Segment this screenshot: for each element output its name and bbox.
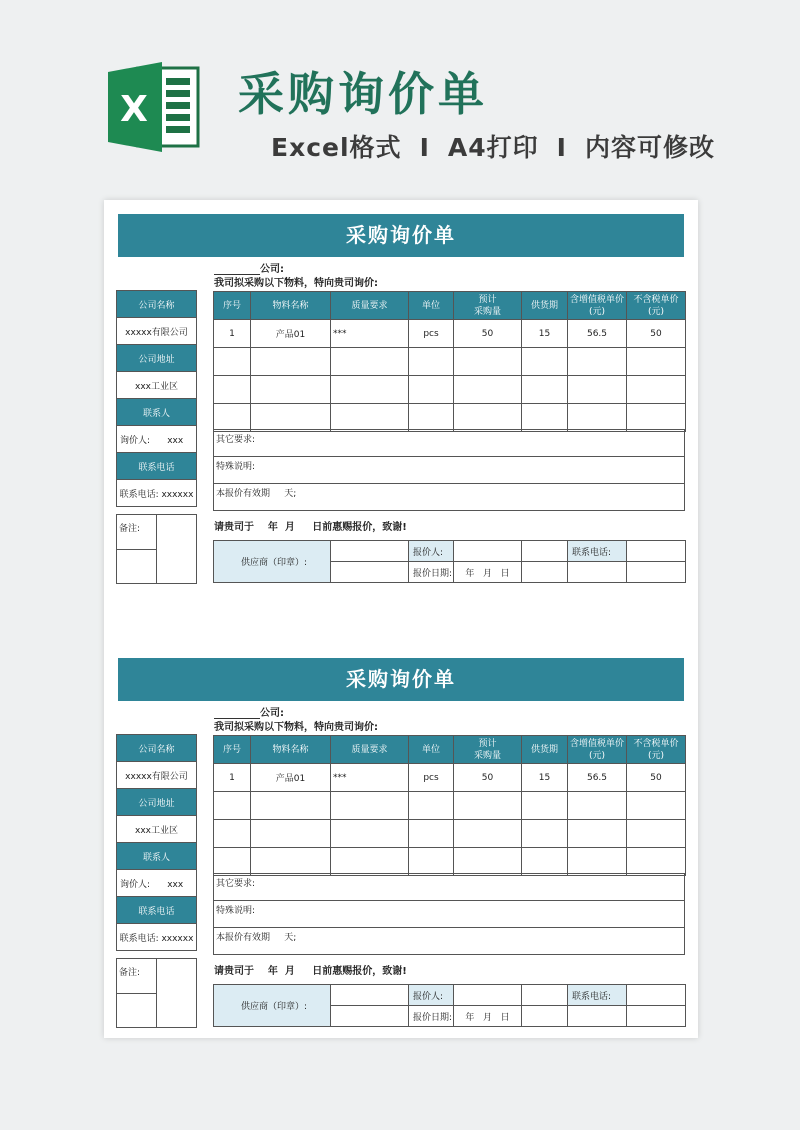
subtitle-sep-2: I <box>556 133 567 162</box>
table-row <box>214 320 686 348</box>
table-cell[interactable] <box>627 820 686 848</box>
special-notes[interactable]: 特殊说明: <box>213 456 685 484</box>
contact-value[interactable]: 询价人: xxx <box>116 869 197 897</box>
supplier-extra-1[interactable] <box>568 1006 627 1027</box>
col-header: 含增值税单价 (元) <box>568 736 627 764</box>
remarks-field[interactable] <box>156 958 197 1028</box>
table-cell[interactable] <box>214 820 251 848</box>
table-cell[interactable]: pcs <box>409 320 454 348</box>
form-title: 采购询价单 <box>118 658 684 701</box>
table-cell[interactable] <box>251 348 331 376</box>
banner-subtitle <box>262 128 724 164</box>
table-cell[interactable] <box>522 376 568 404</box>
col-header: 单位 <box>409 736 454 764</box>
table-cell[interactable] <box>568 404 627 432</box>
table-row <box>214 348 686 376</box>
table-cell[interactable] <box>409 404 454 432</box>
header-banner <box>0 0 800 200</box>
table-cell[interactable]: 产品01 <box>251 764 331 792</box>
table-cell[interactable] <box>627 848 686 876</box>
table-cell[interactable] <box>331 820 409 848</box>
table-cell[interactable] <box>331 348 409 376</box>
quoter-field[interactable] <box>454 985 522 1006</box>
table-cell[interactable] <box>522 404 568 432</box>
table-cell[interactable] <box>522 848 568 876</box>
quoter-field-extra[interactable] <box>522 985 568 1006</box>
table-cell[interactable] <box>214 848 251 876</box>
table-cell[interactable] <box>331 376 409 404</box>
quote-validity[interactable]: 本报价有效期 天; <box>213 483 685 511</box>
remarks-box <box>116 514 197 584</box>
table-cell[interactable]: *** <box>331 320 409 348</box>
table-cell[interactable]: 1 <box>214 764 251 792</box>
table-cell[interactable] <box>409 376 454 404</box>
table-cell[interactable] <box>409 820 454 848</box>
subtitle-format: Excel格式 <box>271 133 402 162</box>
supplier-phone-field[interactable] <box>627 541 686 562</box>
company-name-value[interactable]: xxxxx有限公司 <box>116 761 197 789</box>
table-cell[interactable] <box>627 792 686 820</box>
col-header: 质量要求 <box>331 292 409 320</box>
contact-label: 联系人 <box>116 398 197 426</box>
table-cell[interactable] <box>409 348 454 376</box>
table-cell[interactable] <box>627 376 686 404</box>
table-cell[interactable] <box>568 376 627 404</box>
quoter-label: 报价人: <box>409 541 454 562</box>
supplier-seal-field-2[interactable] <box>331 1006 409 1027</box>
supplier-extra-1[interactable] <box>568 562 627 583</box>
remarks-field[interactable] <box>156 514 197 584</box>
col-header: 物料名称 <box>251 736 331 764</box>
table-cell[interactable] <box>522 792 568 820</box>
table-row <box>214 820 686 848</box>
quoter-field[interactable] <box>454 541 522 562</box>
quote-date-value[interactable]: 年 月 日 <box>454 562 522 583</box>
table-cell[interactable] <box>251 404 331 432</box>
table-cell[interactable] <box>251 376 331 404</box>
table-cell[interactable]: 56.5 <box>568 320 627 348</box>
table-cell[interactable] <box>522 820 568 848</box>
table-cell[interactable] <box>568 348 627 376</box>
table-cell[interactable] <box>627 348 686 376</box>
subtitle-editable: 内容可修改 <box>584 133 715 162</box>
table-cell[interactable] <box>568 820 627 848</box>
table-cell[interactable] <box>627 404 686 432</box>
contact-label: 联系人 <box>116 842 197 870</box>
col-header: 质量要求 <box>331 736 409 764</box>
table-cell[interactable] <box>331 404 409 432</box>
col-header: 预计 采购量 <box>454 292 522 320</box>
supplier-table <box>213 984 686 1027</box>
supplier-phone-field[interactable] <box>627 985 686 1006</box>
table-cell[interactable]: 产品01 <box>251 320 331 348</box>
supplier-phone-label: 联系电话: <box>568 541 627 562</box>
reply-request: 请贵司于 年 月 日前惠赐报价，致谢! <box>214 522 407 533</box>
quote-date-label: 报价日期: <box>409 1006 454 1027</box>
table-cell[interactable]: 50 <box>454 764 522 792</box>
table-row <box>214 792 686 820</box>
intro-text: 我司拟采购以下物料，特向贵司询价: <box>214 722 378 733</box>
company-name-label: 公司名称 <box>116 290 197 318</box>
banner-title: 采购询价单 <box>238 67 488 121</box>
company-name-label: 公司名称 <box>116 734 197 762</box>
inquiry-form <box>104 644 698 1024</box>
table-cell[interactable] <box>251 792 331 820</box>
col-header: 序号 <box>214 292 251 320</box>
col-header: 含增值税单价 (元) <box>568 292 627 320</box>
table-cell[interactable] <box>331 848 409 876</box>
company-address-label: 公司地址 <box>116 344 197 372</box>
table-cell[interactable] <box>409 848 454 876</box>
other-requirements[interactable]: 其它要求: <box>213 429 685 457</box>
company-address-label: 公司地址 <box>116 788 197 816</box>
remarks-label: 备注: <box>119 524 141 534</box>
supplier-phone-label: 联系电话: <box>568 985 627 1006</box>
quote-date-label: 报价日期: <box>409 562 454 583</box>
quote-validity[interactable]: 本报价有效期 天; <box>213 927 685 955</box>
col-header: 供货期 <box>522 736 568 764</box>
table-cell[interactable]: pcs <box>409 764 454 792</box>
table-cell[interactable]: 1 <box>214 320 251 348</box>
phone-label: 联系电话 <box>116 896 197 924</box>
table-cell[interactable] <box>454 404 522 432</box>
supplier-extra-2[interactable] <box>627 562 686 583</box>
table-cell[interactable] <box>454 792 522 820</box>
supplier-seal-field[interactable] <box>331 985 409 1006</box>
special-notes[interactable]: 特殊说明: <box>213 900 685 928</box>
subtitle-print: A4打印 <box>447 133 539 162</box>
table-row <box>214 764 686 792</box>
table-cell[interactable] <box>568 848 627 876</box>
phone-value[interactable]: 联系电话: xxxxxx <box>116 479 197 507</box>
table-cell[interactable] <box>214 792 251 820</box>
company-address-value[interactable]: xxx工业区 <box>116 371 197 399</box>
company-line <box>214 704 284 719</box>
table-cell[interactable] <box>409 792 454 820</box>
table-row <box>214 376 686 404</box>
table-cell[interactable] <box>454 348 522 376</box>
table-header-row <box>214 736 686 764</box>
company-line <box>214 260 284 275</box>
phone-label: 联系电话 <box>116 452 197 480</box>
material-table <box>213 735 686 876</box>
table-cell[interactable] <box>214 404 251 432</box>
notes-section <box>213 430 685 511</box>
table-cell[interactable] <box>251 848 331 876</box>
table-cell[interactable] <box>214 348 251 376</box>
table-cell[interactable] <box>214 376 251 404</box>
form-title: 采购询价单 <box>118 214 684 257</box>
table-cell[interactable] <box>568 792 627 820</box>
table-header-row <box>214 292 686 320</box>
subtitle-sep-1: I <box>419 133 430 162</box>
supplier-label: 供应商（印章）: <box>214 985 331 1027</box>
left-info-column <box>116 735 197 951</box>
notes-section <box>213 874 685 955</box>
remarks-label: 备注: <box>119 968 141 978</box>
col-header: 单位 <box>409 292 454 320</box>
company-suffix: 公司: <box>260 264 284 275</box>
col-header: 物料名称 <box>251 292 331 320</box>
supplier-extra-2[interactable] <box>627 1006 686 1027</box>
table-cell[interactable] <box>522 348 568 376</box>
quoter-label: 报价人: <box>409 985 454 1006</box>
other-requirements[interactable]: 其它要求: <box>213 873 685 901</box>
col-header: 不含税单价 (元) <box>627 736 686 764</box>
table-cell[interactable]: 50 <box>627 320 686 348</box>
left-info-column <box>116 291 197 507</box>
supplier-seal-field[interactable] <box>331 541 409 562</box>
table-cell[interactable] <box>454 820 522 848</box>
col-header: 序号 <box>214 736 251 764</box>
supplier-label: 供应商（印章）: <box>214 541 331 583</box>
supplier-seal-field-2[interactable] <box>331 562 409 583</box>
supplier-table <box>213 540 686 583</box>
quoter-field-extra[interactable] <box>522 541 568 562</box>
quote-date-extra[interactable] <box>522 562 568 583</box>
company-address-value[interactable]: xxx工业区 <box>116 815 197 843</box>
table-cell[interactable] <box>331 792 409 820</box>
intro-text: 我司拟采购以下物料，特向贵司询价: <box>214 278 378 289</box>
col-header: 预计 采购量 <box>454 736 522 764</box>
table-cell[interactable]: 15 <box>522 764 568 792</box>
table-cell[interactable] <box>454 848 522 876</box>
excel-logo-icon <box>104 58 202 156</box>
col-header: 不含税单价 (元) <box>627 292 686 320</box>
logo-letter: X <box>120 89 148 130</box>
table-cell[interactable] <box>454 376 522 404</box>
company-name-value[interactable]: xxxxx有限公司 <box>116 317 197 345</box>
document-page <box>104 200 698 1038</box>
quote-date-extra[interactable] <box>522 1006 568 1027</box>
reply-request: 请贵司于 年 月 日前惠赐报价，致谢! <box>214 966 407 977</box>
table-cell[interactable]: *** <box>331 764 409 792</box>
col-header: 供货期 <box>522 292 568 320</box>
phone-value[interactable]: 联系电话: xxxxxx <box>116 923 197 951</box>
table-cell[interactable] <box>251 820 331 848</box>
inquiry-form <box>104 200 698 580</box>
quote-date-value[interactable]: 年 月 日 <box>454 1006 522 1027</box>
table-cell[interactable]: 50 <box>627 764 686 792</box>
contact-value[interactable]: 询价人: xxx <box>116 425 197 453</box>
table-cell[interactable]: 56.5 <box>568 764 627 792</box>
remarks-box <box>116 958 197 1028</box>
table-cell[interactable]: 15 <box>522 320 568 348</box>
table-row <box>214 404 686 432</box>
company-suffix: 公司: <box>260 708 284 719</box>
table-cell[interactable]: 50 <box>454 320 522 348</box>
material-table <box>213 291 686 432</box>
table-row <box>214 848 686 876</box>
